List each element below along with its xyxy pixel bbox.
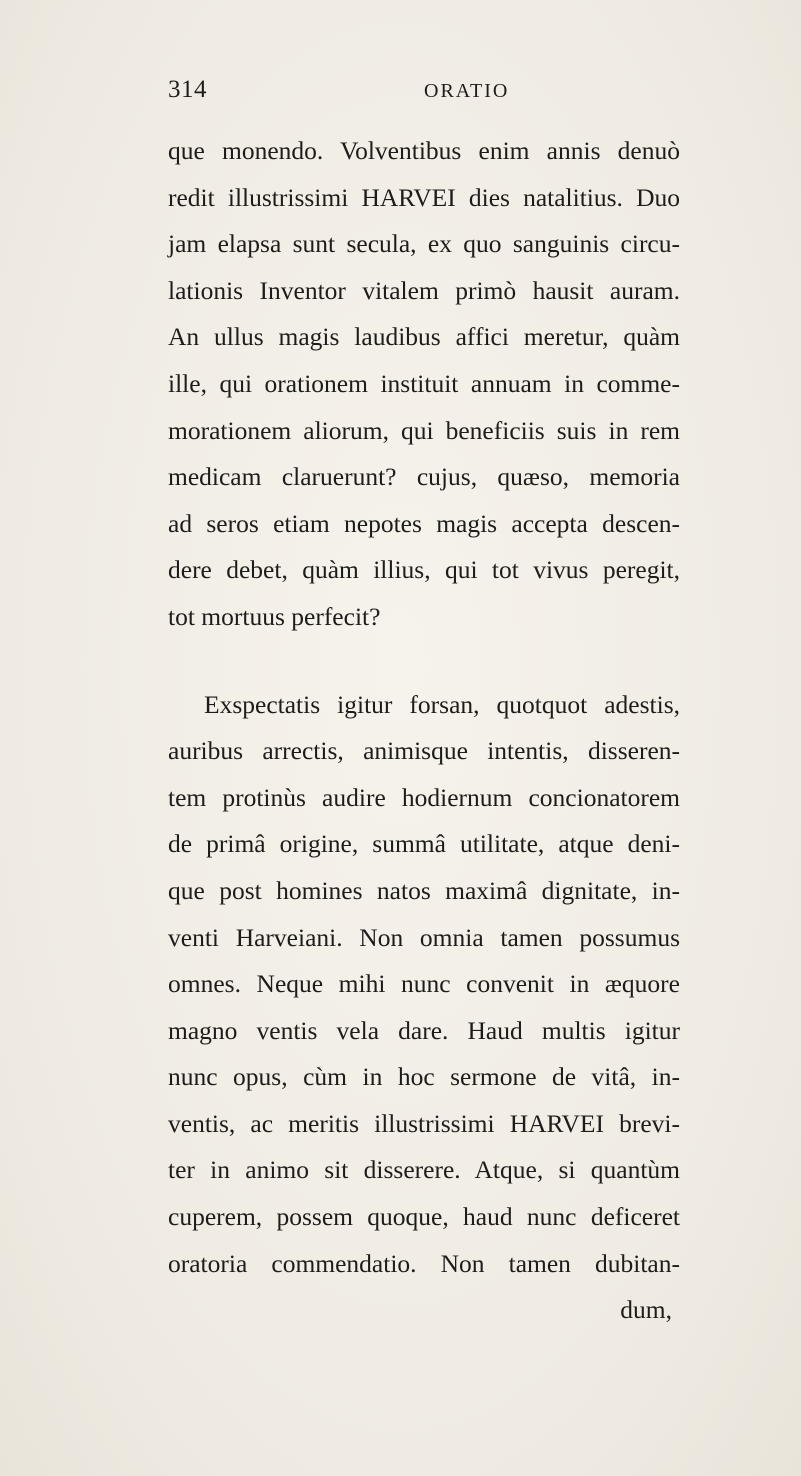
- text-line: auribus arrectis, animisque intentis, disseren-: [168, 736, 680, 766]
- page-number: 314: [168, 76, 207, 103]
- text-line: ter in animo sit disserere. Atque, si quantùm: [168, 1155, 680, 1185]
- text-line: oratoria commendatio. Non tamen dubitan-: [168, 1248, 680, 1278]
- text-line: venti Harveiani. Non omnia tamen possumus: [168, 922, 680, 952]
- text-line: medicam claruerunt? cujus, quæso, memoria: [168, 462, 680, 492]
- text-line: morationem aliorum, qui beneficiis suis in rem: [168, 415, 680, 445]
- text-line: de primâ origine, summâ utilitate, atque deni-: [168, 829, 680, 859]
- paragraph-2: [168, 682, 680, 1334]
- text-line: lationis Inventor vitalem primò hausit auram.: [168, 275, 680, 305]
- running-head: ORATIO: [424, 80, 510, 102]
- text-line: magno ventis vela dare. Haud multis igitur: [168, 1015, 680, 1045]
- text-line: nunc opus, cùm in hoc sermone de vitâ, in-: [168, 1062, 680, 1092]
- text-line: que post homines natos maximâ dignitate, in-: [168, 875, 680, 905]
- body-text: [168, 128, 680, 1334]
- text-line: que monendo. Volventibus enim annis denuò: [168, 136, 680, 165]
- text-line: redit illustrissimi HARVEI dies natalitius. Duo: [168, 182, 680, 212]
- text-line: An ullus magis laudibus affici meretur, quàm: [168, 322, 680, 352]
- text-line: tem protinùs audire hodiernum concionatorem: [168, 782, 680, 812]
- text-line: dere debet, quàm illius, qui tot vivus peregit,: [168, 555, 680, 585]
- text-line: ad seros etiam nepotes magis accepta descen-: [168, 508, 680, 538]
- catchword: dum,: [620, 1295, 672, 1325]
- paragraph-1: [168, 128, 680, 641]
- paragraph-gap: [168, 641, 680, 682]
- page-header: [168, 76, 688, 106]
- text-line: Exspectatis igitur forsan, quotquot adestis,: [204, 689, 680, 719]
- text-line: ille, qui orationem instituit annuam in comme-: [168, 368, 680, 398]
- text-line: cuperem, possem quoque, haud nunc deficeret: [168, 1202, 680, 1232]
- text-line: ventis, ac meritis illustrissimi HARVEI brevi-: [168, 1108, 680, 1138]
- text-line: tot mortuus perfecit?: [168, 601, 381, 631]
- text-line: jam elapsa sunt secula, ex quo sanguinis circu-: [168, 229, 680, 259]
- text-line: omnes. Neque mihi nunc convenit in æquore: [168, 969, 680, 999]
